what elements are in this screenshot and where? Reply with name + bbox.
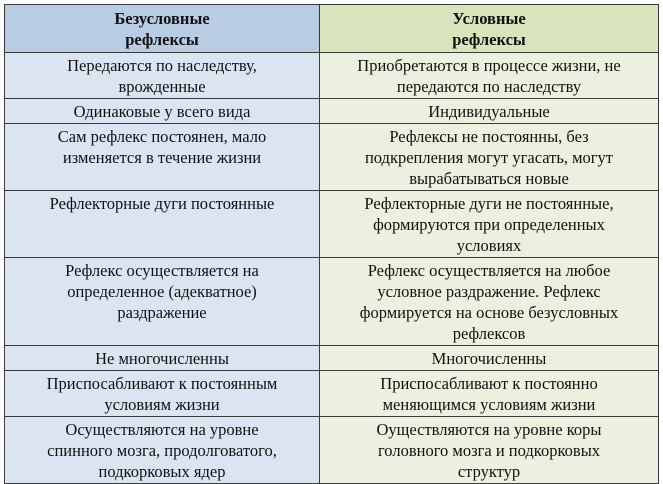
table-row bbox=[5, 124, 659, 191]
cell-conditioned: Оуществляются на уровне коры головного мозга и подкорковых структур bbox=[320, 417, 659, 484]
cell-unconditioned: Рефлекторные дуги постоянные bbox=[5, 191, 320, 258]
table-row bbox=[5, 258, 659, 346]
cell-unconditioned: Осуществляются на уровне спинного мозга, продолговатого, подкорковых ядер bbox=[5, 417, 320, 484]
cell-unconditioned: Одинаковые у всего вида bbox=[5, 99, 320, 124]
cell-unconditioned: Не многочисленны bbox=[5, 346, 320, 371]
cell-conditioned: Рефлекс осуществляется на любое условное раздражение. Рефлекс формируется на основе безусловных рефлексов bbox=[320, 258, 659, 346]
cell-unconditioned: Сам рефлекс постоянен, мало изменяется в течение жизни bbox=[5, 124, 320, 191]
cell-conditioned: Рефлекторные дуги не постоянные, формируются при определенных условиях bbox=[320, 191, 659, 258]
cell-conditioned: Приобретаются в процессе жизни, не передаются по наследству bbox=[320, 53, 659, 99]
cell-conditioned: Индивидуальные bbox=[320, 99, 659, 124]
reflex-comparison-wrapper bbox=[4, 4, 658, 484]
table-row bbox=[5, 346, 659, 371]
header-conditioned-reflexes: Условные рефлексы bbox=[320, 5, 659, 53]
cell-conditioned: Многочисленны bbox=[320, 346, 659, 371]
table-row bbox=[5, 99, 659, 124]
reflex-comparison-table bbox=[4, 4, 659, 484]
header-unconditioned-reflexes: Безусловные рефлексы bbox=[5, 5, 320, 53]
cell-unconditioned: Приспосабливают к постоянным условиям жизни bbox=[5, 371, 320, 417]
cell-conditioned: Рефлексы не постоянны, без подкрепления могут угасать, могут вырабатываться новые bbox=[320, 124, 659, 191]
table-row bbox=[5, 53, 659, 99]
table-row bbox=[5, 371, 659, 417]
table-row bbox=[5, 417, 659, 484]
table-row bbox=[5, 191, 659, 258]
cell-conditioned: Приспосабливают к постоянно меняющимся условиям жизни bbox=[320, 371, 659, 417]
cell-unconditioned: Передаются по наследству, врожденные bbox=[5, 53, 320, 99]
table-header-row bbox=[5, 5, 659, 53]
cell-unconditioned: Рефлекс осуществляется на определенное (адекватное) раздражение bbox=[5, 258, 320, 346]
